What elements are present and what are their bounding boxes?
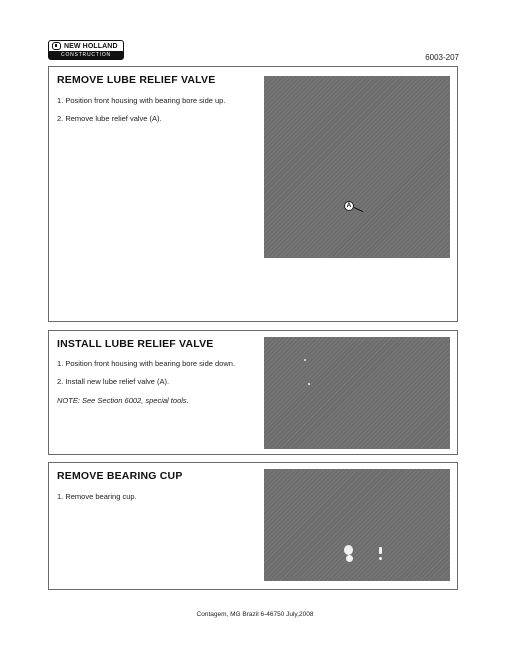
section-title: INSTALL LUBE RELIEF VALVE xyxy=(57,338,214,350)
step-1: 1. Position front housing with bearing bore side up. xyxy=(57,96,226,105)
logo-subtitle: CONSTRUCTION xyxy=(49,51,123,59)
leaf-icon xyxy=(52,42,61,50)
step-1: 1. Remove bearing cup. xyxy=(57,492,137,501)
callout-a: A xyxy=(344,201,354,211)
photo-front-housing xyxy=(264,76,450,258)
section-remove-lube-relief-valve xyxy=(48,66,458,322)
highlight-spot xyxy=(379,547,382,554)
section-title: REMOVE BEARING CUP xyxy=(57,470,183,482)
section-install-lube-relief-valve xyxy=(48,330,458,455)
callout-leader-line xyxy=(354,207,363,212)
step-2: 2. Remove lube relief valve (A). xyxy=(57,114,162,123)
step-1: 1. Position front housing with bearing bore side down. xyxy=(57,359,236,368)
page-footer: Contagem, MG Brazil 6-46750 July,2008 xyxy=(196,611,314,618)
logo-brand-text: NEW HOLLAND xyxy=(64,42,118,50)
photo-bearing-cup xyxy=(264,469,450,581)
highlight-spot xyxy=(379,557,382,560)
highlight-spot xyxy=(344,545,353,555)
new-holland-logo xyxy=(48,40,124,60)
note: NOTE: See Section 6002, special tools. xyxy=(57,396,189,405)
highlight-spot xyxy=(346,555,353,562)
photo-install-valve xyxy=(264,337,450,449)
page-number: 6003-207 xyxy=(425,53,459,62)
section-title: REMOVE LUBE RELIEF VALVE xyxy=(57,74,216,86)
section-remove-bearing-cup xyxy=(48,462,458,590)
highlight-spot xyxy=(308,383,310,385)
step-2: 2. Install new lube relief valve (A). xyxy=(57,377,170,386)
highlight-spot xyxy=(304,359,306,361)
